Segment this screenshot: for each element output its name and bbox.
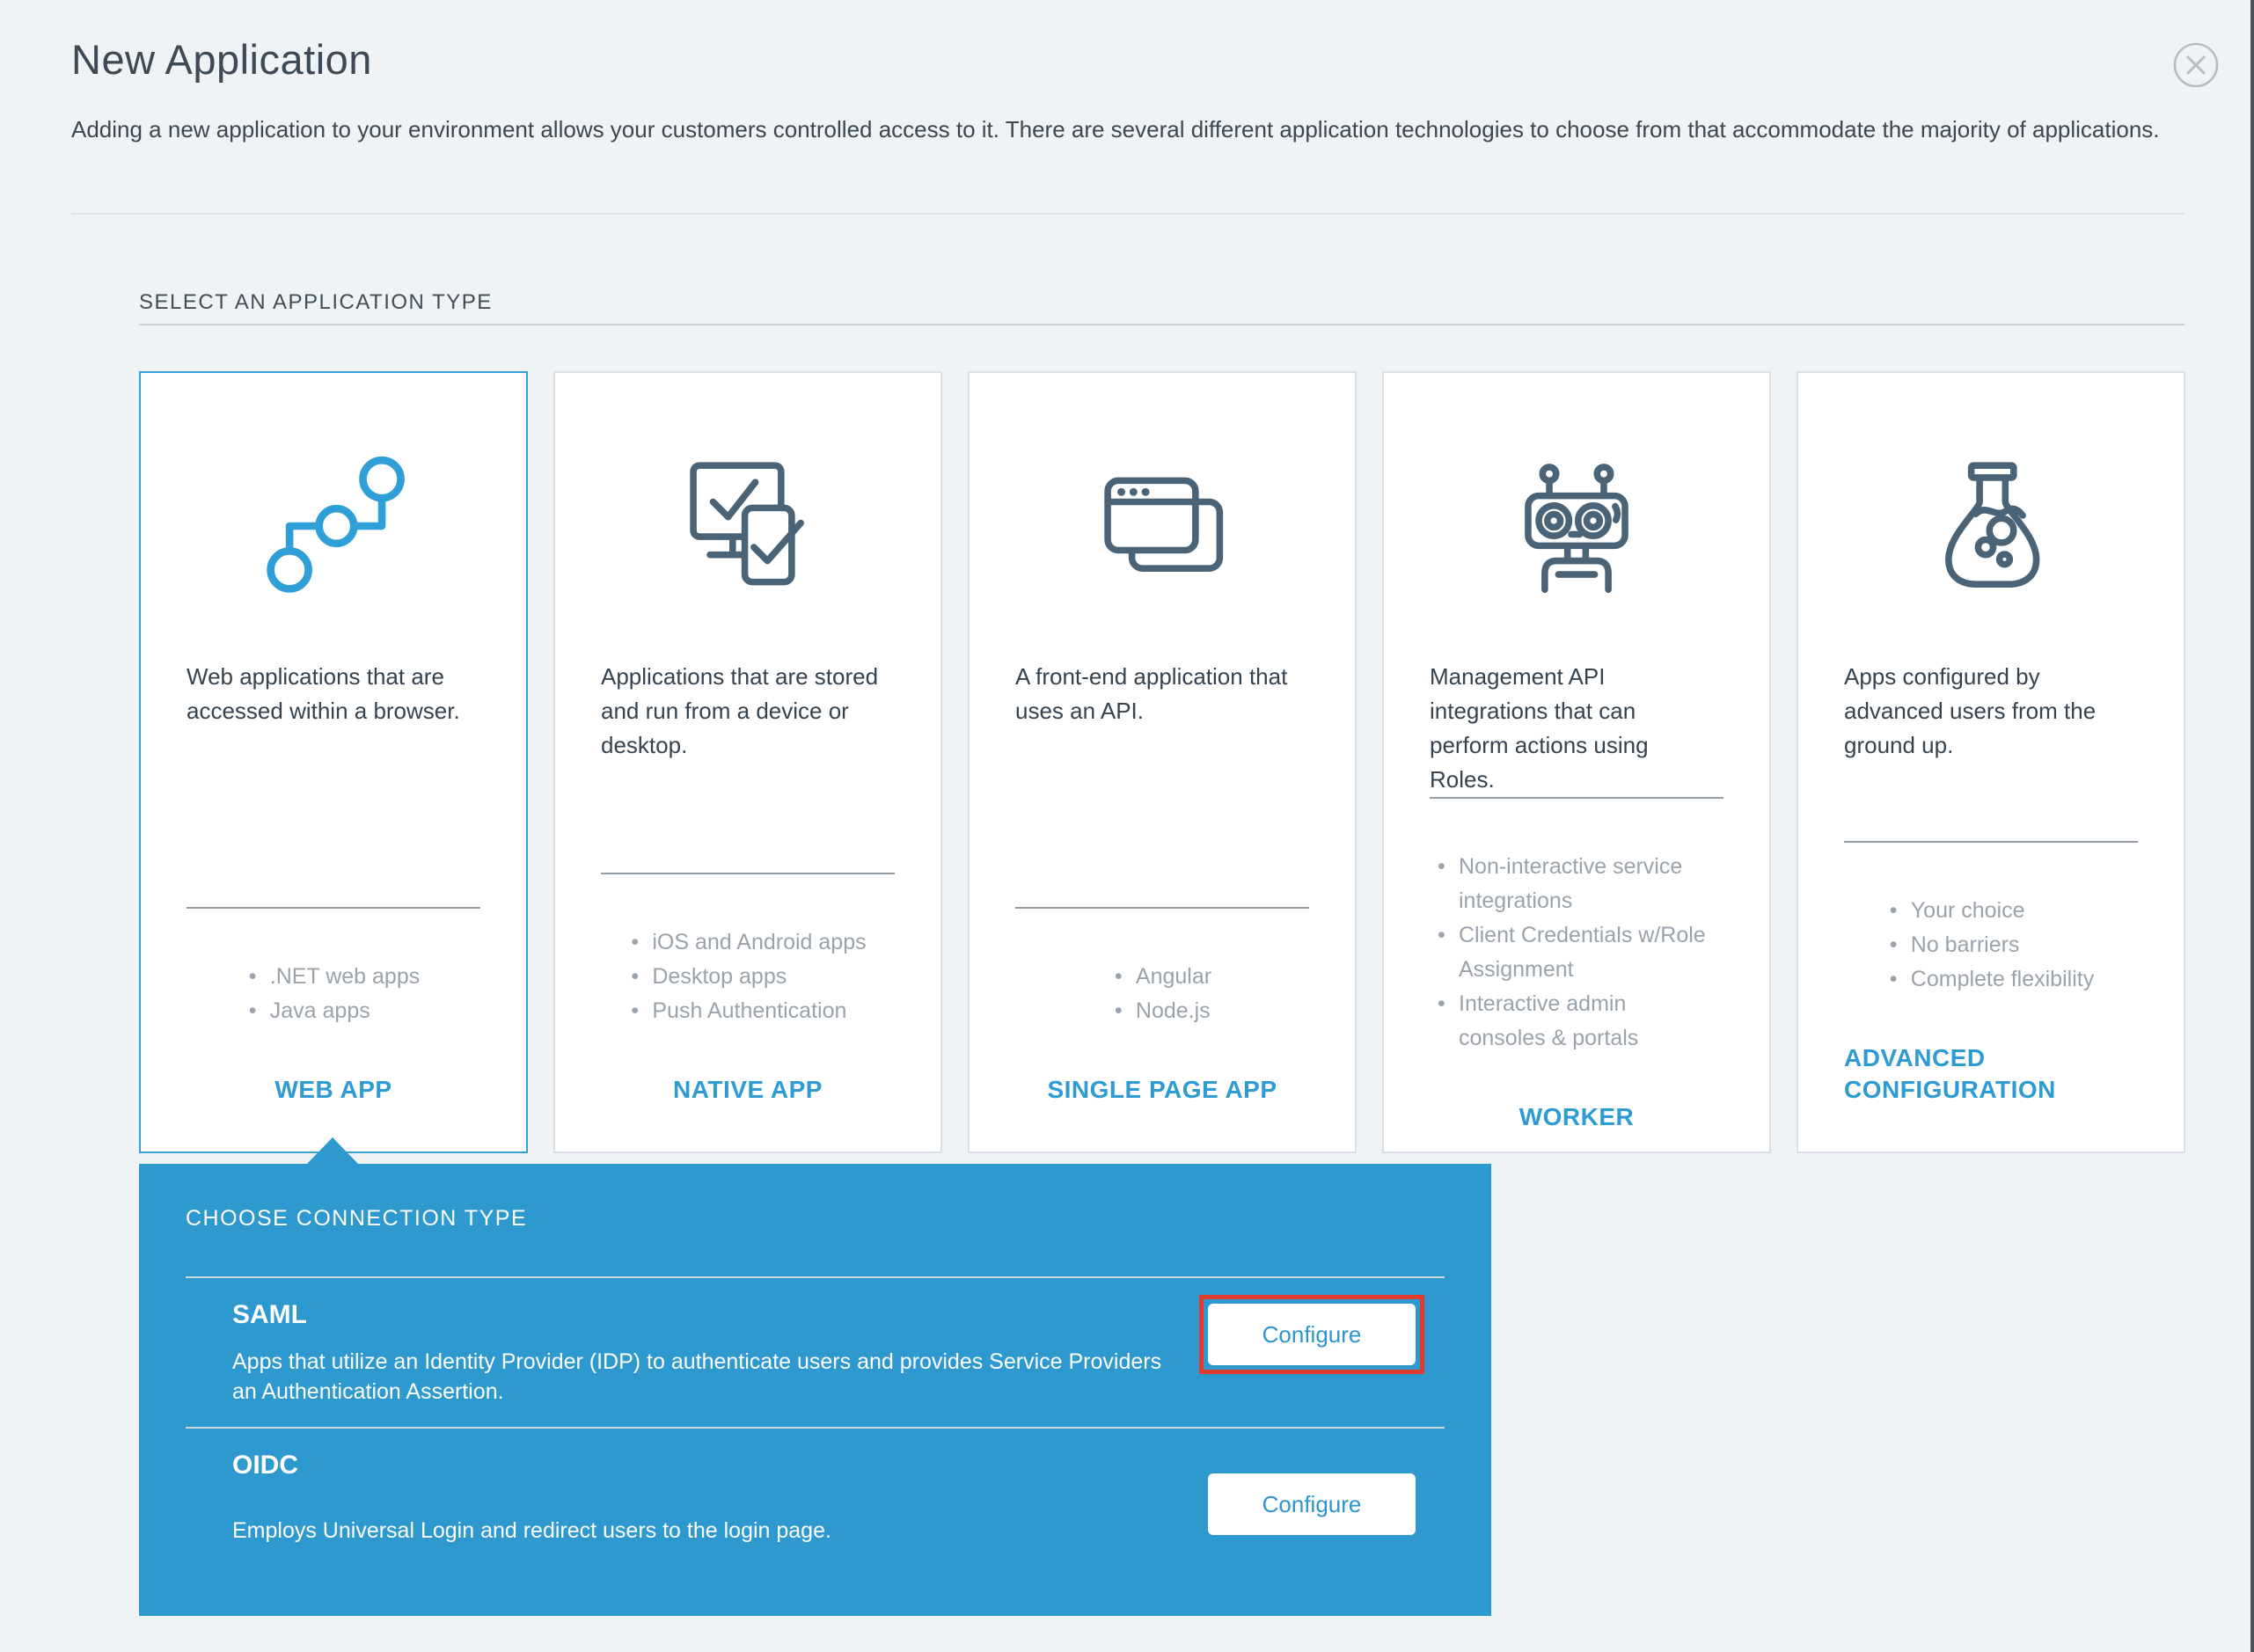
saml-configure-highlight [1199, 1295, 1424, 1374]
card-bullet-list [1113, 960, 1211, 1028]
saml-configure-button[interactable]: Configure [1208, 1304, 1416, 1365]
app-type-card-advanced-configuration[interactable] [1797, 371, 2185, 1153]
bullet-item: • Client Credentials w/Role Assignment [1436, 918, 1717, 987]
bullet-item: • Interactive admin consoles & portals [1436, 987, 1717, 1056]
card-bullet-list [247, 960, 420, 1028]
app-type-card-web-app[interactable] [139, 371, 528, 1153]
card-bullet-list [1436, 850, 1717, 1056]
workflow-nodes-icon [258, 450, 409, 606]
application-type-cards [139, 371, 2185, 1153]
bullet-item: • .NET web apps [247, 960, 420, 994]
card-divider [1430, 797, 1723, 799]
card-description: Apps configured by advanced users from the ground up. [1844, 663, 2097, 758]
connection-option-oidc-name: OIDC [232, 1451, 298, 1480]
bullet-item: • iOS and Android apps [629, 925, 866, 960]
window-edge [2250, 0, 2254, 1652]
card-divider [187, 907, 480, 909]
oidc-configure-button[interactable]: Configure [1208, 1473, 1416, 1535]
app-type-card-native-app[interactable] [553, 371, 942, 1153]
robot-icon [1501, 450, 1652, 606]
card-divider [1844, 841, 2138, 843]
section-label-underline [139, 324, 2184, 325]
flask-icon [1915, 450, 2067, 606]
panel-notch-triangle [307, 1137, 358, 1164]
card-description: Web applications that are accessed within a browser. [187, 663, 460, 724]
card-description: Management API integrations that can perform actions using Roles. [1430, 663, 1649, 793]
choose-connection-type-panel [139, 1164, 1491, 1616]
card-description: Applications that are stored and run from a device or desktop. [601, 663, 879, 758]
bullet-item: • Angular [1113, 960, 1211, 994]
circled-x-icon [2171, 78, 2221, 93]
card-divider [601, 873, 895, 874]
card-bullet-list [1888, 894, 2094, 997]
card-type-label: SINGLE PAGE APP [1047, 1076, 1277, 1103]
devices-check-icon [672, 450, 823, 606]
card-description: A front-end application that uses an API. [1015, 663, 1288, 724]
bullet-item: • Java apps [247, 994, 420, 1028]
app-type-card-worker[interactable] [1382, 371, 1771, 1153]
page-title: New Application [71, 36, 372, 83]
bullet-item: • Non-interactive service integrations [1436, 850, 1717, 918]
header-divider [71, 213, 2184, 215]
bullet-item: • Desktop apps [629, 960, 866, 994]
panel-divider [186, 1276, 1445, 1278]
bullet-item: • Complete flexibility [1888, 962, 2094, 997]
browser-windows-icon [1087, 450, 1238, 606]
close-button[interactable] [2171, 40, 2221, 90]
app-type-card-single-page-app[interactable] [968, 371, 1357, 1153]
card-type-label: NATIVE APP [673, 1076, 823, 1103]
card-divider [1015, 907, 1309, 909]
connection-option-saml-name: SAML [232, 1300, 307, 1329]
section-label: SELECT AN APPLICATION TYPE [139, 290, 493, 314]
bullet-item: • Push Authentication [629, 994, 866, 1028]
bullet-item: • No barriers [1888, 928, 2094, 962]
connection-option-oidc-description: Employs Universal Login and redirect users to the login page. [232, 1518, 831, 1543]
bullet-item: • Node.js [1113, 994, 1211, 1028]
page-description: Adding a new application to your environment allows your customers controlled access to it. There are several different application technologies to choose from that accommodate the majority of applications. [71, 116, 2160, 143]
card-type-label: WEB APP [274, 1076, 392, 1103]
panel-divider [186, 1427, 1445, 1429]
card-type-label: ADVANCED CONFIGURATION [1844, 1044, 2056, 1103]
panel-title: CHOOSE CONNECTION TYPE [186, 1206, 528, 1231]
connection-option-saml-description: Apps that utilize an Identity Provider (IDP) to authenticate users and provides Service Providers an Authentication Assertion. [232, 1349, 1162, 1404]
bullet-item: • Your choice [1888, 894, 2094, 928]
card-bullet-list [629, 925, 866, 1028]
card-type-label: WORKER [1519, 1103, 1635, 1130]
